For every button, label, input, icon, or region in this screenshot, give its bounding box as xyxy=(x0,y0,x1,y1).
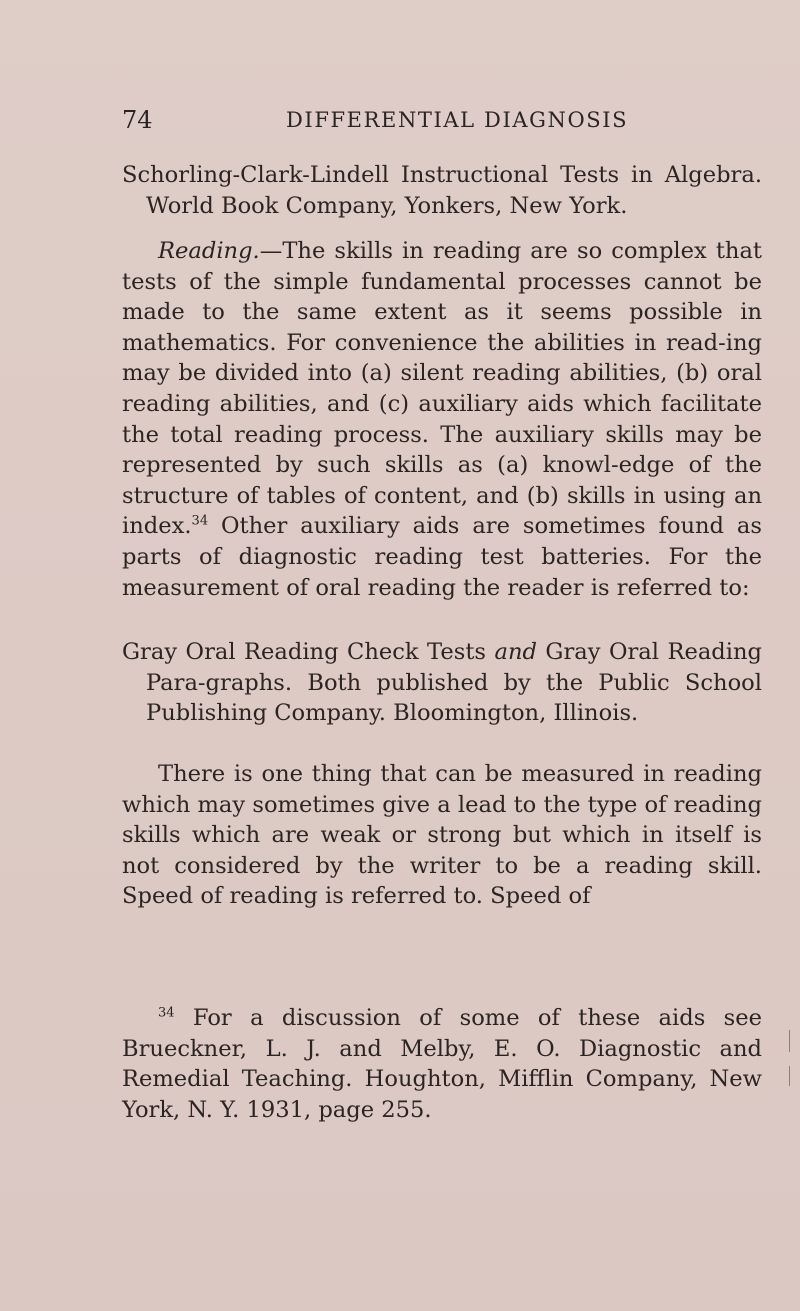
bibliography-text: Schorling-Clark-Lindell Instructional Tests in Algebra. World Book Company, Yonkers, New York. xyxy=(122,162,762,219)
margin-mark xyxy=(789,1030,790,1052)
footnote-text: For a discussion of some of these aids see Brueckner, L. J. and Melby, E. O. Diagnostic and Remedial Teaching. Houghton, Mifflin Company, New York, N. Y. 1931, page 255. xyxy=(122,1005,762,1123)
bibliography-entry-gray-oral xyxy=(122,637,762,729)
footnote-reference: 34 xyxy=(191,513,209,529)
page-number: 74 xyxy=(122,106,153,134)
bibliography-entry-algebra xyxy=(122,160,762,221)
paragraph-body: —The skills in reading are so complex that tests of the simple fundamental processes cannot be made to the same extent as it seems possible in mathematics. For convenience the abilities in read-ing may be divided into (a) silent reading abilities, (b) oral reading abilities, and (c) auxiliary aids which facilitate the total reading process. The auxiliary skills may be represented by such skills as (a) knowl-edge of the structure of tables of content, and (b) skills in using an index. xyxy=(122,238,762,540)
running-head: DIFFERENTIAL DIAGNOSIS xyxy=(286,108,629,132)
section-lead: Reading. xyxy=(158,238,260,264)
bibliography-and: and xyxy=(494,639,537,665)
margin-mark xyxy=(789,1066,790,1086)
paragraph-tail: Other auxiliary aids are sometimes found as parts of diagnostic reading test batteries. For the measurement of oral reading the reader is referred to: xyxy=(122,513,762,601)
paragraph-reading xyxy=(122,236,762,603)
bibliography-part2: Gray Oral Reading Para-graphs. Both published by the Public School Publishing Company. Bloomington, Illinois. xyxy=(146,639,762,727)
footnote-number: 34 xyxy=(158,1005,175,1021)
bibliography-part1: Gray Oral Reading Check Tests xyxy=(122,639,495,665)
page-header xyxy=(122,106,682,136)
paragraph-speed xyxy=(122,759,762,912)
footnote xyxy=(122,1003,762,1125)
paragraph-text: There is one thing that can be measured in reading which may sometimes give a lead to the type of reading skills which are weak or strong but which in itself is not considered by the writer to be a reading skill. Speed of reading is referred to. Speed of xyxy=(122,761,762,910)
